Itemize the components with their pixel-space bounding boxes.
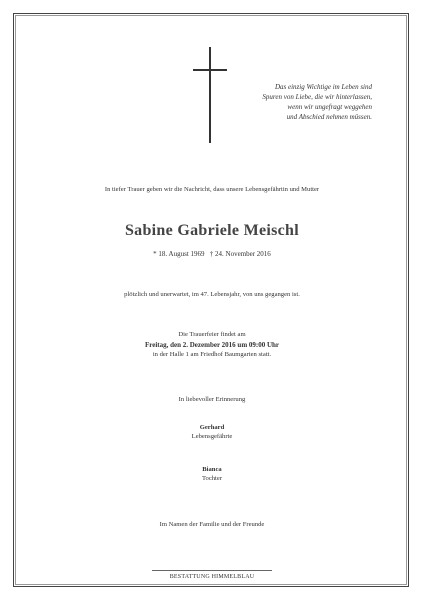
quote-line: und Abschied nehmen müssen. [286, 113, 372, 121]
mourner-name: Gerhard [199, 424, 225, 431]
life-dates: * 18. August 1969 † 24. November 2016 [153, 250, 271, 258]
mourner-relation: Lebensgefährte [191, 433, 233, 440]
ceremony-location: in der Halle 1 am Friedhof Baumgarten statt. [152, 351, 272, 358]
memory-text: In liebevoller Erinnerung [178, 396, 246, 403]
mourner-relation: Tochter [201, 475, 223, 482]
passing-text: plötzlich und unerwartet, im 47. Lebensjahr, von uns gegangen ist. [124, 291, 300, 298]
footer-brand: BESTATTUNG HIMMELBLAU [169, 574, 255, 580]
ceremony-line-1: Die Trauerfeier findet am [178, 331, 246, 338]
quote-line: wenn wir ungefragt weggehen [287, 103, 372, 111]
ceremony-date: Freitag, den 2. Dezember 2016 um 09:00 Uhr [144, 341, 280, 349]
closing-text: Im Namen der Familie und der Freunde [159, 521, 265, 528]
quote-line: Das einzig Wichtige im Leben sind [274, 83, 372, 91]
deceased-name: Sabine Gabriele Meischl [124, 222, 299, 239]
footer-rule [152, 570, 272, 571]
quote-line: Spuren von Liebe, die wir hinterlassen, [262, 93, 372, 101]
quote [192, 82, 372, 122]
mourner-name: Bianca [202, 466, 222, 473]
intro-text: In tiefer Trauer geben wir die Nachricht, dass unsere Lebensgefährtin und Mutter [104, 186, 320, 193]
